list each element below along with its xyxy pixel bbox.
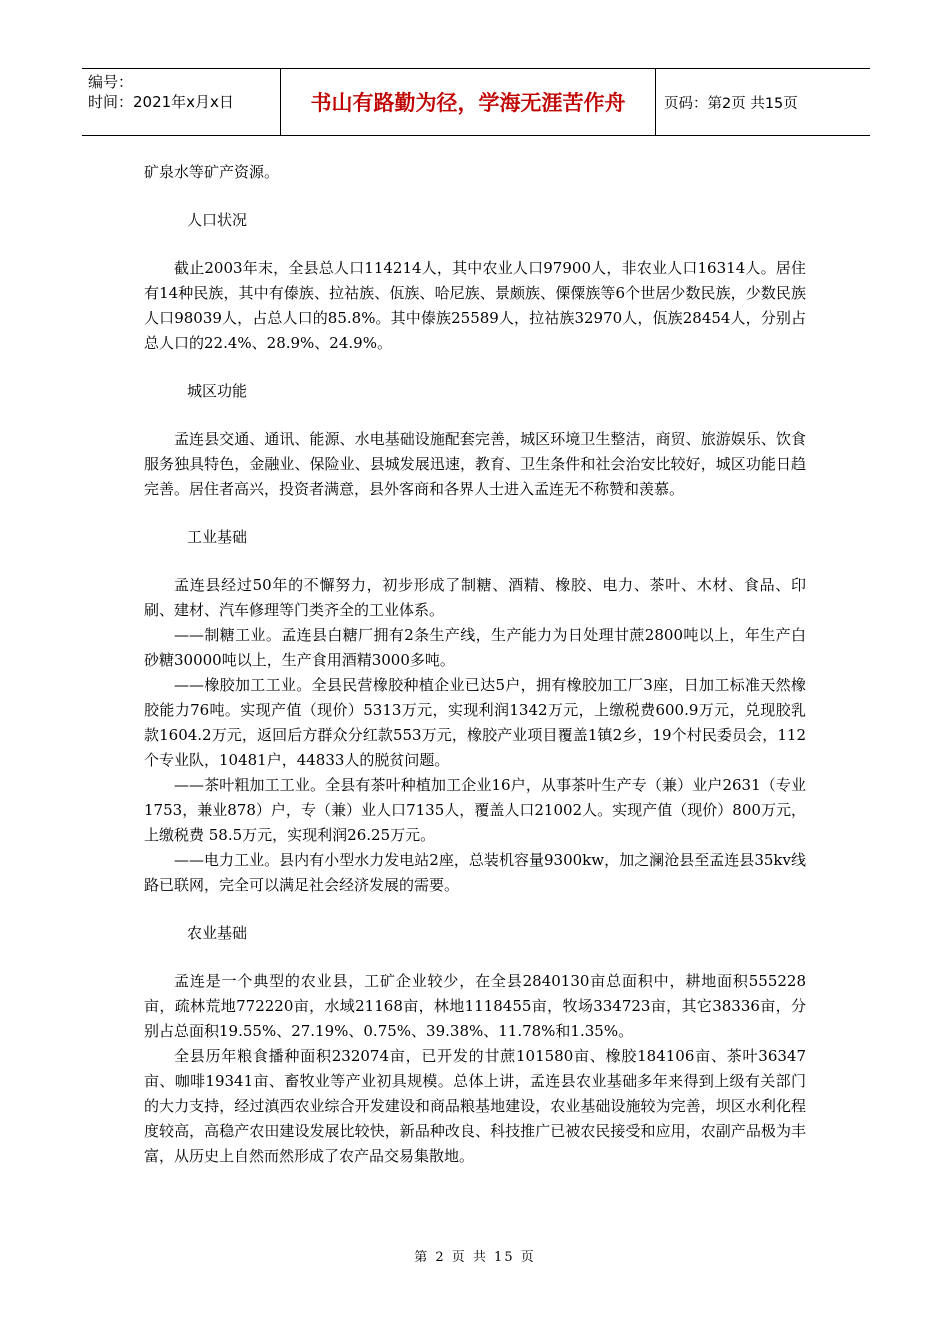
header-motto: 书山有路勤为径，学海无涯苦作舟 xyxy=(281,69,656,135)
header-page-info: 页码：第2页 共15页 xyxy=(664,95,798,112)
section-heading-industry: 工业基础 xyxy=(187,528,248,546)
header-meta xyxy=(82,69,281,135)
header-number-label: 编号： xyxy=(88,73,134,91)
paragraph-power-industry: ——电力工业。县内有小型水力发电站2座，总装机容量9300kw，加之澜沧县至孟连县35kv线路已联网，完全可以满足社会经济发展的需要。 xyxy=(144,851,806,894)
paragraph-industry-overview: 孟连县经过50年的不懈努力，初步形成了制糖、酒精、橡胶、电力、茶叶、木材、食品、印刷、建材、汽车修理等门类齐全的工业体系。 xyxy=(144,576,806,619)
document-body xyxy=(144,160,806,1169)
paragraph-intro-tail: 矿泉水等矿产资源。 xyxy=(144,163,280,181)
paragraph-urban-function: 孟连县交通、通讯、能源、水电基础设施配套完善，城区环境卫生整洁，商贸、旅游娱乐、饮食服务独具特色，金融业、保险业、县城发展迅速，教育、卫生条件和社会治安比较好，城区功能日趋完善。居住者高兴，投资者满意，县外客商和各界人士进入孟连无不称赞和羡慕。 xyxy=(144,430,806,498)
paragraph-agriculture-base: 全县历年粮食播种面积232074亩，已开发的甘蔗101580亩、橡胶184106亩、茶叶36347亩、咖啡19341亩、畜牧业等产业初具规模。总体上讲，孟连县农业基础多年来得到上级有关部门的大力支持，经过滇西农业综合开发建设和商品粮基地建设，农业基础设施较为完善，坝区水利化程度较高，高稳产农田建设发展比较快，新品种改良、科技推广已被农民接受和应用，农副产品极为丰富，从历史上自然而然形成了农产品交易集散地。 xyxy=(144,1047,806,1165)
page-footer: 第 2 页 共 15 页 xyxy=(414,1250,536,1265)
section-heading-population: 人口状况 xyxy=(187,211,248,229)
paragraph-land-use: 孟连是一个典型的农业县，工矿企业较少，在全县2840130亩总面积中，耕地面积555228亩，疏林荒地772220亩，水域21168亩，林地1118455亩，牧场334723亩，其它38336亩，分别占总面积19.55%、27.19%、0.75%、39.38%、11.78%和1.35%。 xyxy=(144,972,806,1040)
paragraph-sugar-industry: ——制糖工业。孟连县白糖厂拥有2条生产线，生产能力为日处理甘蔗2800吨以上，年生产白砂糖30000吨以上，生产食用酒精3000多吨。 xyxy=(144,626,806,669)
section-heading-urban-function: 城区功能 xyxy=(187,382,248,400)
paragraph-tea-industry: ——茶叶粗加工工业。全县有茶叶种植加工企业16户，从事茶叶生产专（兼）业户2631（专业1753，兼业878）户，专（兼）业人口7135人，覆盖人口21002人。实现产值（现价）800万元，上缴税费 58.5万元，实现利润26.25万元。 xyxy=(144,776,806,844)
page-header xyxy=(82,68,870,136)
section-heading-agriculture: 农业基础 xyxy=(187,924,248,942)
paragraph-population: 截止2003年末，全县总人口114214人，其中农业人口97900人，非农业人口16314人。居住有14种民族，其中有傣族、拉祜族、佤族、哈尼族、景颇族、傈僳族等6个世居少数民族，少数民族人口98039人，占总人口的85.8%。其中傣族25589人，拉祜族32970人，佤族28454人，分别占总人口的22.4%、28.9%、24.9%。 xyxy=(144,259,806,352)
header-time-label: 时间：2021年x月x日 xyxy=(88,93,234,111)
paragraph-rubber-industry: ——橡胶加工工业。全县民营橡胶种植企业已达5户，拥有橡胶加工厂3座，日加工标准天然橡胶能力76吨。实现产值（现价）5313万元，实现利润1342万元，上缴税费600.9万元，兑现胶乳款1604.2万元，返回后方群众分红款553万元，橡胶产业项目覆盖1镇2乡，19个村民委员会，112个专业队，10481户，44833人的脱贫问题。 xyxy=(144,676,806,769)
